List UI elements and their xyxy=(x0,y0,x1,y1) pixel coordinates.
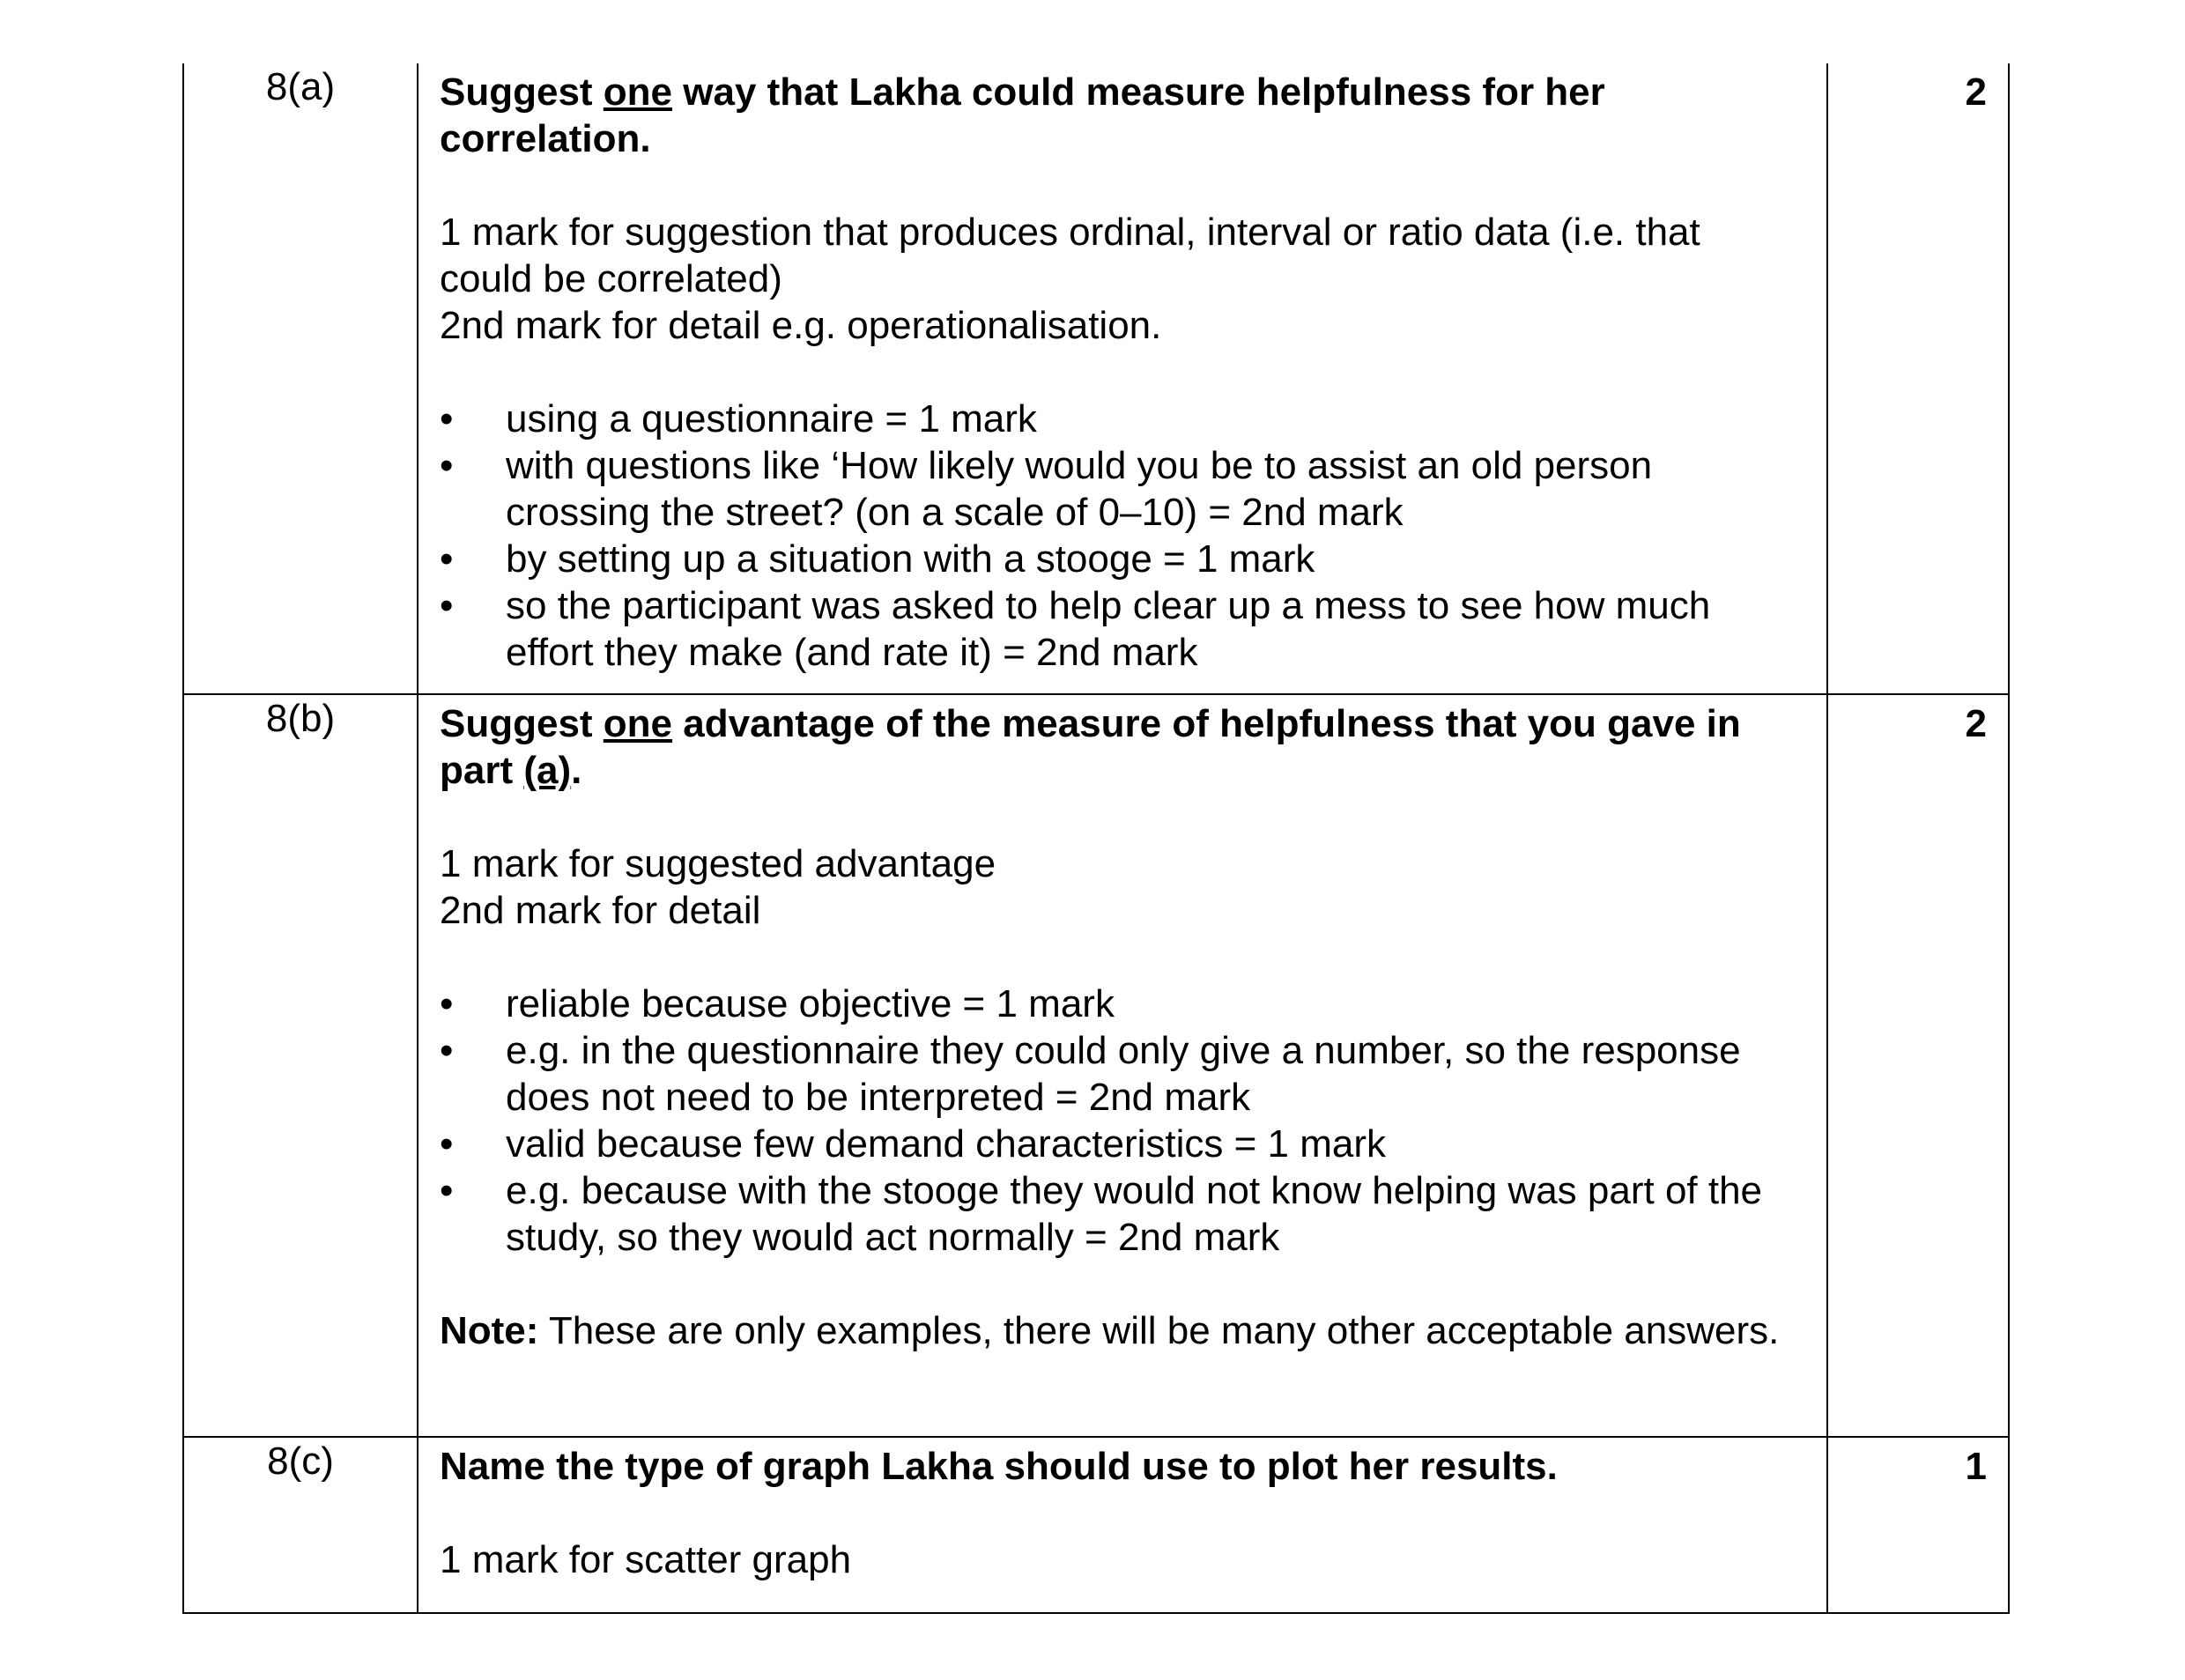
question-text: Name the type of graph Lakha should use to plot her results. xyxy=(440,1445,1558,1488)
question-number-cell xyxy=(183,63,418,694)
marking-guidance xyxy=(440,840,1802,934)
note-text: These are only examples, there will be many other acceptable answers. xyxy=(538,1309,1780,1352)
bullet-icon: • xyxy=(440,1122,454,1166)
question-text-part: way that Lakha could measure helpfulness for her correlation. xyxy=(440,70,1605,160)
list-item-text: e.g. in the questionnaire they could only give a number, so the response does not need to be interpreted = 2nd mark xyxy=(506,1029,1741,1119)
answer-cell xyxy=(418,694,1827,1437)
list-item-text: so the participant was asked to help clear up a mess to see how much effort they make (and rate it) = 2nd mark xyxy=(506,584,1711,674)
example-answers-list xyxy=(440,981,1802,1261)
table-row xyxy=(183,694,2009,1437)
guidance-line: 2nd mark for detail e.g. operationalisation. xyxy=(440,304,1162,347)
bullet-icon: • xyxy=(440,444,454,487)
answer-cell xyxy=(418,63,1827,694)
list-item xyxy=(440,1121,1802,1167)
guidance-line: 2nd mark for detail xyxy=(440,889,761,932)
question-text-part: advantage of the measure of helpfulness that you gave in part xyxy=(440,702,1741,792)
list-item-text: using a questionnaire = 1 mark xyxy=(506,397,1037,440)
question-emphasis: (a) xyxy=(523,749,572,792)
marks-value: 2 xyxy=(1965,702,1987,745)
mark-scheme-table xyxy=(182,63,2010,1614)
question-emphasis: one xyxy=(603,702,673,745)
marks-value: 1 xyxy=(1965,1445,1987,1488)
list-item-text: e.g. because with the stooge they would not know helping was part of the study, so they would act normally = 2nd mark xyxy=(506,1169,1763,1259)
guidance-line: 1 mark for suggested advantage xyxy=(440,842,996,885)
marks-cell xyxy=(1827,694,2009,1437)
list-item-text: by setting up a situation with a stooge = 1 mark xyxy=(506,537,1315,581)
bullet-icon: • xyxy=(440,537,454,581)
bullet-icon: • xyxy=(440,584,454,627)
table-row xyxy=(183,63,2009,694)
question-number: 8(b) xyxy=(265,697,336,740)
question-text-part: Suggest xyxy=(440,702,604,745)
marks-cell xyxy=(1827,1437,2009,1613)
marking-guidance xyxy=(440,1536,1802,1583)
list-item xyxy=(440,981,1802,1027)
list-item xyxy=(440,1027,1802,1121)
question-number: 8(a) xyxy=(265,65,336,108)
question-text xyxy=(440,700,1802,794)
list-item xyxy=(440,1167,1802,1261)
note-label: Note: xyxy=(440,1309,539,1352)
answer-cell xyxy=(418,1437,1827,1613)
question-emphasis: one xyxy=(603,70,673,114)
guidance-line: 1 mark for suggestion that produces ordinal, interval or ratio data (i.e. that could be correlated) xyxy=(440,211,1700,300)
bullet-icon: • xyxy=(440,1029,454,1072)
note xyxy=(440,1307,1802,1354)
question-text-part: . xyxy=(571,749,582,792)
marks-cell xyxy=(1827,63,2009,694)
marking-guidance xyxy=(440,209,1802,349)
question-number: 8(c) xyxy=(267,1439,334,1483)
list-item xyxy=(440,582,1802,676)
list-item-text: reliable because objective = 1 mark xyxy=(506,982,1115,1025)
table-row xyxy=(183,1437,2009,1613)
question-text xyxy=(440,69,1802,162)
list-item xyxy=(440,396,1802,442)
bullet-icon: • xyxy=(440,397,454,440)
question-number-cell xyxy=(183,694,418,1437)
marks-value: 2 xyxy=(1965,70,1987,114)
list-item xyxy=(440,442,1802,536)
example-answers-list xyxy=(440,396,1802,676)
list-item-text: with questions like ‘How likely would you be to assist an old person crossing the street? (on a scale of 0–10) = 2nd mark xyxy=(506,444,1653,534)
list-item-text: valid because few demand characteristics = 1 mark xyxy=(506,1122,1387,1166)
guidance-line: 1 mark for scatter graph xyxy=(440,1538,852,1581)
question-number-cell xyxy=(183,1437,418,1613)
bullet-icon: • xyxy=(440,1169,454,1212)
list-item xyxy=(440,536,1802,582)
bullet-icon: • xyxy=(440,982,454,1025)
question-text-part: Suggest xyxy=(440,70,604,114)
